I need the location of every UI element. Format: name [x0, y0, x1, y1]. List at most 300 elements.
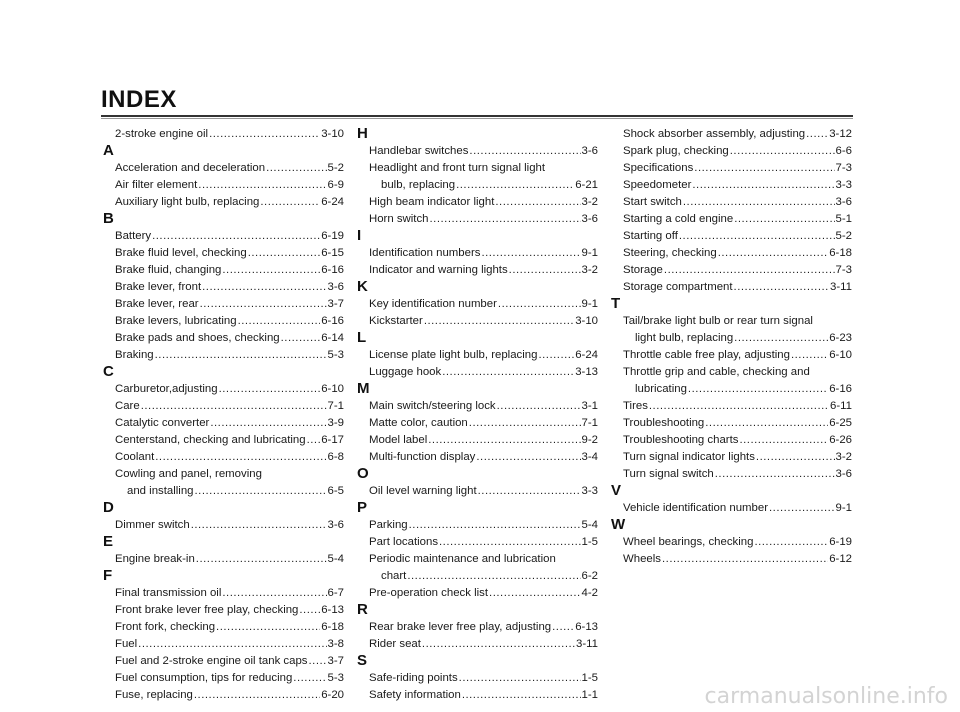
index-entry-text: Care — [115, 400, 140, 412]
index-entry — [357, 415, 598, 432]
index-letter-p: P — [357, 499, 368, 516]
index-entry — [103, 636, 344, 653]
index-page-number: 6-7 — [327, 587, 344, 599]
index-letter-t: T — [611, 295, 621, 312]
index-entry-continuation: and installing — [127, 485, 194, 497]
index-entry-text: Handlebar switches — [369, 145, 469, 157]
index-letter-r: R — [357, 601, 368, 618]
index-entry-text: Wheels — [623, 553, 661, 565]
index-entry — [611, 398, 852, 415]
index-entry-text: Steering, checking — [623, 247, 717, 259]
index-page-number: 6-18 — [829, 247, 852, 259]
dot-leader — [509, 262, 581, 279]
index-entry-text: High beam indicator light — [369, 196, 495, 208]
dot-leader — [293, 670, 326, 687]
index-page-number: 1-5 — [581, 672, 598, 684]
index-entry — [357, 245, 598, 262]
index-entry-text: Starting off — [623, 230, 678, 242]
dot-leader — [476, 449, 580, 466]
dot-leader — [442, 364, 574, 381]
index-entry-text: Coolant — [115, 451, 155, 463]
dot-leader — [734, 330, 828, 347]
dot-leader — [422, 636, 575, 653]
index-entry — [103, 347, 344, 364]
index-entry — [357, 568, 598, 585]
dot-leader — [200, 296, 327, 313]
index-entry — [357, 619, 598, 636]
dot-leader — [481, 245, 580, 262]
index-entry — [611, 194, 852, 211]
index-entry — [103, 330, 344, 347]
index-entry — [357, 687, 598, 704]
index-entry — [357, 432, 598, 449]
index-page-number: 5-2 — [327, 162, 344, 174]
index-entry-text: Matte color, caution — [369, 417, 468, 429]
title-rule-light — [101, 118, 853, 119]
index-entry — [357, 398, 598, 415]
index-page-number: 6-15 — [321, 247, 344, 259]
index-entry-text: Troubleshooting — [623, 417, 705, 429]
index-page-number: 5-3 — [327, 672, 344, 684]
index-letter-v: V — [611, 482, 622, 499]
index-entry — [103, 398, 344, 415]
index-entry — [103, 126, 344, 143]
index-entry — [611, 143, 852, 160]
index-entry — [103, 415, 344, 432]
dot-leader — [299, 602, 320, 619]
index-entry — [103, 517, 344, 534]
dot-leader — [281, 330, 321, 347]
index-entry — [611, 177, 852, 194]
dot-leader — [718, 245, 828, 262]
index-entry-text: Air filter element — [115, 179, 198, 191]
index-entry-text: Pre-operation check list — [369, 587, 489, 599]
index-page-number: 3-7 — [327, 655, 344, 667]
dot-leader — [138, 636, 326, 653]
index-entry-text: Front brake lever free play, checking — [115, 604, 299, 616]
index-entry — [103, 483, 344, 500]
dot-leader — [198, 177, 326, 194]
index-entry — [103, 449, 344, 466]
index-entry-text: Brake lever, rear — [115, 298, 199, 310]
dot-leader — [739, 432, 828, 449]
index-letter-w: W — [611, 516, 626, 533]
dot-leader — [152, 228, 320, 245]
index-entry-text: Centerstand, checking and lubricating — [115, 434, 306, 446]
dot-leader — [409, 517, 581, 534]
dot-leader — [248, 245, 320, 262]
index-entry-text: Fuel and 2-stroke engine oil tank caps — [115, 655, 308, 667]
index-page-number: 6-23 — [829, 332, 852, 344]
index-entry-text: Spark plug, checking — [623, 145, 729, 157]
index-page-number: 6-21 — [575, 179, 598, 191]
index-entry-text: Carburetor,adjusting — [115, 383, 218, 395]
index-page-number: 6-26 — [829, 434, 852, 446]
index-entry-text: Brake lever, front — [115, 281, 202, 293]
index-entry-text: Fuel — [115, 638, 138, 650]
index-page-number: 3-4 — [581, 451, 598, 463]
index-page-number: 9-1 — [835, 502, 852, 514]
index-page-number: 3-13 — [575, 366, 598, 378]
dot-leader — [538, 347, 574, 364]
index-entry-text: Brake fluid, changing — [115, 264, 222, 276]
index-column-2 — [357, 126, 598, 704]
index-page-number: 6-13 — [575, 621, 598, 633]
index-entry-text: Identification numbers — [369, 247, 481, 259]
index-letter-c: C — [103, 363, 114, 380]
index-entry — [103, 551, 344, 568]
index-page-number: 6-14 — [321, 332, 344, 344]
index-entry-text: Kickstarter — [369, 315, 423, 327]
dot-leader — [498, 296, 581, 313]
index-entry — [611, 279, 852, 296]
dot-leader — [754, 534, 828, 551]
index-letter-d: D — [103, 499, 114, 516]
index-entry-text: Storage compartment — [623, 281, 733, 293]
index-column-3 — [611, 126, 852, 568]
dot-leader — [478, 483, 581, 500]
index-page-number: 5-4 — [327, 553, 344, 565]
index-entry — [357, 517, 598, 534]
index-entry — [357, 483, 598, 500]
dot-leader — [260, 194, 320, 211]
index-page-number: 3-1 — [581, 400, 598, 412]
index-entry — [103, 653, 344, 670]
index-entry-text: Brake levers, lubricating — [115, 315, 237, 327]
dot-leader — [462, 687, 581, 704]
dot-leader — [495, 194, 580, 211]
dot-leader — [756, 449, 835, 466]
index-page-number: 5-1 — [835, 213, 852, 225]
dot-leader — [649, 398, 829, 415]
index-page-number: 6-2 — [581, 570, 598, 582]
page-title: INDEX — [101, 86, 177, 113]
index-entry-text: Engine break-in — [115, 553, 195, 565]
dot-leader — [210, 415, 326, 432]
index-entry-text: Battery — [115, 230, 152, 242]
index-entry — [357, 194, 598, 211]
index-entry-text: Brake pads and shoes, checking — [115, 332, 280, 344]
dot-leader — [439, 534, 581, 551]
index-page-number: 3-3 — [581, 485, 598, 497]
index-entry — [611, 160, 852, 177]
index-entry-text: License plate light bulb, replacing — [369, 349, 538, 361]
index-entry — [611, 432, 852, 449]
dot-leader — [266, 160, 326, 177]
index-entry-text: Safety information — [369, 689, 461, 701]
index-entry-text: Throttle cable free play, adjusting — [623, 349, 790, 361]
index-page-number: 6-9 — [327, 179, 344, 191]
dot-leader — [155, 347, 327, 364]
index-entry-text: Tires — [623, 400, 648, 412]
index-entry — [357, 313, 598, 330]
index-entry-text: Indicator and warning lights — [369, 264, 508, 276]
dot-leader — [688, 381, 828, 398]
index-page-number: 3-2 — [581, 196, 598, 208]
index-letter-e: E — [103, 533, 114, 550]
index-entry — [357, 585, 598, 602]
index-page-number: 3-10 — [321, 128, 344, 140]
index-page-number: 5-2 — [835, 230, 852, 242]
index-entry-text: Fuse, replacing — [115, 689, 193, 701]
index-page-number: 6-19 — [829, 536, 852, 548]
index-entry-text: Fuel consumption, tips for reducing — [115, 672, 293, 684]
index-page-number: 1-1 — [581, 689, 598, 701]
dot-leader — [715, 466, 835, 483]
index-page-number: 3-8 — [327, 638, 344, 650]
index-entry-text: Periodic maintenance and lubrication — [369, 553, 556, 565]
index-page-number: 6-11 — [830, 400, 852, 412]
index-entry-text: 2-stroke engine oil — [115, 128, 209, 140]
dot-leader — [469, 143, 580, 160]
index-entry-text: Braking — [115, 349, 154, 361]
index-letter-i: I — [357, 227, 362, 244]
index-letter-b: B — [103, 210, 114, 227]
index-page-number: 9-1 — [581, 298, 598, 310]
index-entry-text: Throttle grip and cable, checking and — [623, 366, 810, 378]
index-entry — [103, 313, 344, 330]
dot-leader — [209, 126, 320, 143]
index-entry-text: Horn switch — [369, 213, 429, 225]
index-entry — [103, 228, 344, 245]
dot-leader — [806, 126, 828, 143]
dot-leader — [430, 211, 581, 228]
index-entry — [611, 466, 852, 483]
dot-leader — [552, 619, 574, 636]
dot-leader — [424, 313, 574, 330]
index-entry — [611, 245, 852, 262]
index-page-number: 4-2 — [581, 587, 598, 599]
dot-leader — [155, 449, 326, 466]
index-letter-a: A — [103, 142, 114, 159]
dot-leader — [497, 398, 581, 415]
dot-leader — [694, 160, 834, 177]
index-page-number: 3-6 — [327, 519, 344, 531]
index-entry-text: Key identification number — [369, 298, 497, 310]
index-entry-text: Main switch/steering lock — [369, 400, 496, 412]
index-page-number: 6-8 — [327, 451, 344, 463]
dot-leader — [141, 398, 327, 415]
dot-leader — [679, 228, 835, 245]
index-entry-text: Cowling and panel, removing — [115, 468, 262, 480]
index-entry — [357, 143, 598, 160]
dot-leader — [238, 313, 321, 330]
index-page-number: 7-3 — [835, 162, 852, 174]
index-page-number: 7-1 — [327, 400, 344, 412]
index-page-number: 3-6 — [327, 281, 344, 293]
index-entry-text: Safe-riding points — [369, 672, 458, 684]
dot-leader — [222, 585, 326, 602]
index-page-number: 3-12 — [829, 128, 852, 140]
dot-leader — [191, 517, 327, 534]
index-page-number: 6-17 — [321, 434, 344, 446]
index-entry — [611, 211, 852, 228]
index-letter-m: M — [357, 380, 370, 397]
index-page-number: 3-7 — [327, 298, 344, 310]
index-entry — [611, 126, 852, 143]
index-entry — [357, 177, 598, 194]
dot-leader — [683, 194, 835, 211]
index-page-number: 9-2 — [581, 434, 598, 446]
dot-leader — [791, 347, 828, 364]
dot-leader — [202, 279, 326, 296]
index-entry — [103, 160, 344, 177]
dot-leader — [769, 500, 835, 517]
index-entry — [611, 449, 852, 466]
index-entry — [611, 551, 852, 568]
index-entry — [357, 534, 598, 551]
index-page-number: 6-6 — [835, 145, 852, 157]
dot-leader — [219, 381, 321, 398]
index-entry-text: Specifications — [623, 162, 694, 174]
index-page-number: 3-2 — [835, 451, 852, 463]
index-entry — [103, 619, 344, 636]
index-page-number: 6-19 — [321, 230, 344, 242]
index-entry-text: Model label — [369, 434, 428, 446]
index-page-number: 3-10 — [575, 315, 598, 327]
index-entry-text: Part locations — [369, 536, 439, 548]
index-column-1 — [103, 126, 344, 704]
index-page-number: 3-6 — [581, 213, 598, 225]
index-entry-text: Auxiliary light bulb, replacing — [115, 196, 260, 208]
dot-leader — [734, 211, 834, 228]
index-page-number: 3-6 — [581, 145, 598, 157]
index-entry-text: Starting a cold engine — [623, 213, 734, 225]
index-entry — [103, 381, 344, 398]
index-page-number: 6-16 — [829, 383, 852, 395]
index-entry — [103, 585, 344, 602]
index-entry-text: Dimmer switch — [115, 519, 190, 531]
index-page-number: 6-24 — [575, 349, 598, 361]
index-entry — [103, 262, 344, 279]
index-page-number: 5-4 — [581, 519, 598, 531]
title-rule — [101, 115, 853, 117]
index-entry — [357, 211, 598, 228]
dot-leader — [730, 143, 835, 160]
index-page-number: 6-5 — [327, 485, 344, 497]
index-entry — [611, 262, 852, 279]
index-page-number: 6-20 — [321, 689, 344, 701]
index-page-number: 6-13 — [321, 604, 344, 616]
dot-leader — [662, 551, 828, 568]
index-entry-text: Troubleshooting charts — [623, 434, 739, 446]
index-entry — [357, 364, 598, 381]
index-page-number: 1-5 — [581, 536, 598, 548]
dot-leader — [705, 415, 828, 432]
index-entry — [103, 245, 344, 262]
index-entry-text: Turn signal switch — [623, 468, 714, 480]
index-entry-text: Oil level warning light — [369, 485, 477, 497]
index-entry-text: Front fork, checking — [115, 621, 216, 633]
index-entry — [103, 296, 344, 313]
index-entry — [103, 432, 344, 449]
index-entry-text: Start switch — [623, 196, 682, 208]
dot-leader — [195, 483, 327, 500]
index-entry-text: Wheel bearings, checking — [623, 536, 754, 548]
index-page-number: 9-1 — [581, 247, 598, 259]
index-entry — [357, 636, 598, 653]
index-entry-text: Multi-function display — [369, 451, 476, 463]
index-entry — [103, 279, 344, 296]
index-entry-text: Headlight and front turn signal light — [369, 162, 546, 174]
index-page-number: 3-11 — [830, 281, 852, 293]
index-page-number: 6-25 — [829, 417, 852, 429]
index-entry-text: Vehicle identification number — [623, 502, 769, 514]
dot-leader — [407, 568, 580, 585]
dot-leader — [489, 585, 581, 602]
index-entry-text: Catalytic converter — [115, 417, 210, 429]
index-page-number: 6-16 — [321, 315, 344, 327]
index-page-number: 6-10 — [321, 383, 344, 395]
index-page-number: 3-9 — [327, 417, 344, 429]
dot-leader — [309, 653, 327, 670]
dot-leader — [469, 415, 581, 432]
index-page-number: 3-2 — [581, 264, 598, 276]
index-letter-k: K — [357, 278, 368, 295]
index-entry — [611, 381, 852, 398]
index-entry-text: Brake fluid level, checking — [115, 247, 247, 259]
index-entry-text: Luggage hook — [369, 366, 442, 378]
index-page-number: 6-12 — [829, 553, 852, 565]
dot-leader — [456, 177, 574, 194]
index-page-number: 6-24 — [321, 196, 344, 208]
index-letter-f: F — [103, 567, 113, 584]
index-entry — [611, 228, 852, 245]
dot-leader — [196, 551, 327, 568]
index-entry — [357, 262, 598, 279]
index-entry — [103, 687, 344, 704]
index-entry — [357, 296, 598, 313]
index-entry — [611, 534, 852, 551]
index-entry — [357, 449, 598, 466]
index-entry-text: Acceleration and deceleration — [115, 162, 266, 174]
index-entry — [357, 670, 598, 687]
index-page-number: 3-6 — [835, 196, 852, 208]
index-entry — [611, 415, 852, 432]
index-entry — [611, 330, 852, 347]
index-page-number: 5-3 — [327, 349, 344, 361]
index-entry-continuation: bulb, replacing — [381, 179, 456, 191]
index-entry-text: Parking — [369, 519, 408, 531]
watermark: carmanualsonline.info — [704, 684, 948, 709]
index-letter-s: S — [357, 652, 368, 669]
index-page-number: 6-10 — [829, 349, 852, 361]
dot-leader — [428, 432, 580, 449]
dot-leader — [194, 687, 320, 704]
index-entry — [611, 500, 852, 517]
index-page-number: 7-3 — [835, 264, 852, 276]
index-entry-text: Turn signal indicator lights — [623, 451, 755, 463]
index-entry — [103, 602, 344, 619]
dot-leader — [692, 177, 834, 194]
index-entry-text: Speedometer — [623, 179, 692, 191]
index-entry — [103, 177, 344, 194]
index-page-number: 3-11 — [576, 638, 598, 650]
dot-leader — [216, 619, 320, 636]
index-page-number: 6-18 — [321, 621, 344, 633]
dot-leader — [664, 262, 835, 279]
index-letter-l: L — [357, 329, 367, 346]
dot-leader — [307, 432, 321, 449]
index-page-number: 3-6 — [835, 468, 852, 480]
index-entry-text: Final transmission oil — [115, 587, 222, 599]
index-entry-continuation: chart — [381, 570, 407, 582]
index-entry — [611, 347, 852, 364]
index-page-number: 6-16 — [321, 264, 344, 276]
index-entry-text: Rear brake lever free play, adjusting — [369, 621, 552, 633]
index-entry — [357, 347, 598, 364]
index-entry — [103, 194, 344, 211]
